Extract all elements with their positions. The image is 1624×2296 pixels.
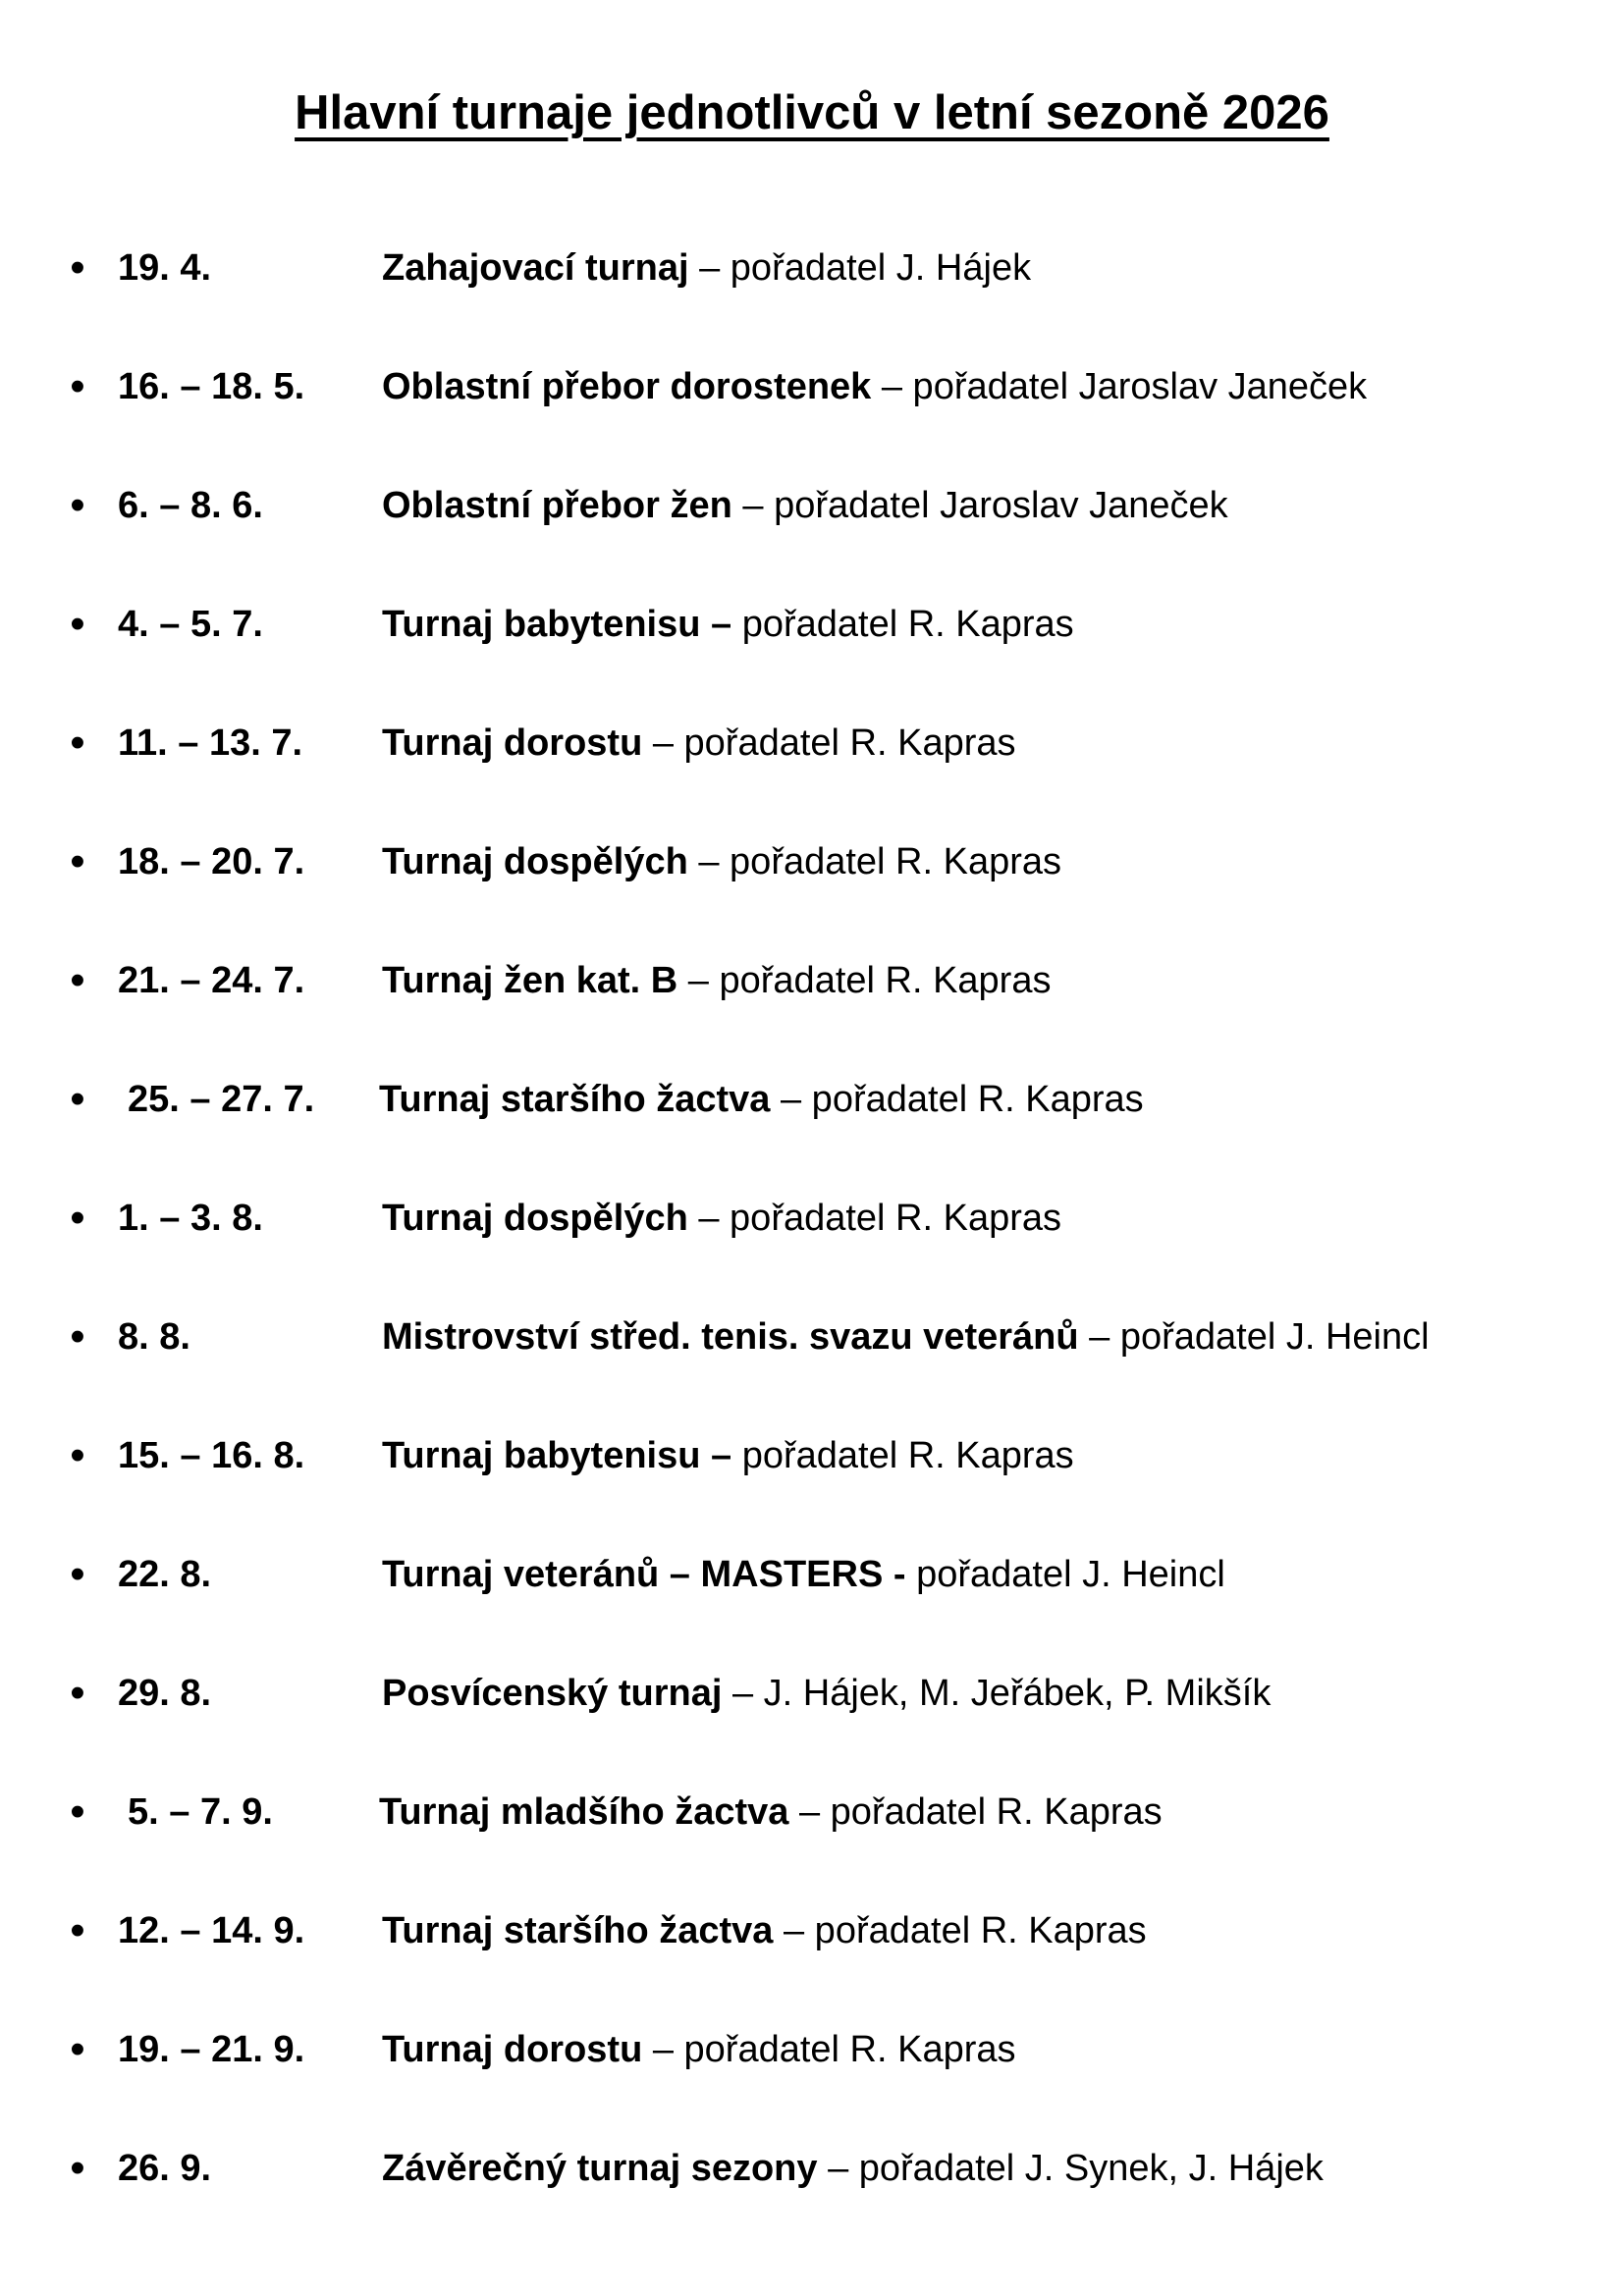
list-item — [0, 1189, 1624, 1248]
list-item — [0, 476, 1624, 535]
event-organizer: – J. Hájek, M. Jeřábek, P. Mikšík — [722, 1673, 1272, 1714]
event-organizer: – pořadatel R. Kapras — [773, 1910, 1147, 1951]
list-item — [0, 239, 1624, 297]
event-description — [382, 595, 1074, 654]
bullet-icon: • — [70, 1312, 85, 1361]
event-organizer: – pořadatel R. Kapras — [770, 1079, 1144, 1120]
event-title: Turnaj staršího žactva — [382, 1910, 774, 1951]
event-description — [382, 239, 1031, 297]
event-organizer: – pořadatel R. Kapras — [687, 841, 1062, 882]
event-date: 22. 8. — [118, 1554, 212, 1595]
event-date: 8. 8. — [118, 1316, 190, 1358]
event-description — [379, 1783, 1163, 1842]
bullet-icon: • — [70, 2144, 85, 2192]
event-description — [382, 1189, 1061, 1248]
bullet-icon: • — [70, 837, 85, 885]
event-description — [382, 1426, 1074, 1485]
event-title: Mistrovství střed. tenis. svazu veteránů — [382, 1316, 1079, 1358]
event-date: 26. 9. — [118, 2148, 212, 2189]
event-title: Turnaj veteránů – MASTERS - — [382, 1554, 906, 1595]
event-date: 4. – 5. 7. — [118, 604, 263, 645]
event-description — [382, 1545, 1225, 1604]
bullet-icon: • — [70, 481, 85, 529]
event-description — [382, 1901, 1147, 1960]
event-organizer: – pořadatel R. Kapras — [642, 722, 1016, 764]
list-item — [0, 2020, 1624, 2079]
event-description — [382, 1664, 1271, 1723]
event-title: Oblastní přebor žen — [382, 485, 732, 526]
bullet-icon: • — [70, 243, 85, 292]
event-date: 29. 8. — [118, 1673, 212, 1714]
list-item — [0, 832, 1624, 891]
event-title: Turnaj dospělých — [382, 1198, 688, 1239]
bullet-icon: • — [70, 1194, 85, 1242]
list-item — [0, 595, 1624, 654]
event-description — [382, 1308, 1430, 1366]
list-item — [0, 1783, 1624, 1842]
event-title: Oblastní přebor dorostenek — [382, 366, 872, 407]
event-date: 11. – 13. 7. — [118, 722, 303, 764]
bullet-icon: • — [70, 1669, 85, 1717]
event-title: Posvícenský turnaj — [382, 1673, 723, 1714]
event-organizer: pořadatel R. Kapras — [731, 1435, 1074, 1476]
list-item — [0, 1901, 1624, 1960]
event-date: 25. – 27. 7. — [128, 1079, 315, 1120]
event-date: 15. – 16. 8. — [118, 1435, 305, 1476]
event-title: Turnaj staršího žactva — [379, 1079, 771, 1120]
event-description — [382, 357, 1367, 416]
event-organizer: pořadatel R. Kapras — [731, 604, 1074, 645]
list-item — [0, 1664, 1624, 1723]
event-organizer: – pořadatel J. Heincl — [1078, 1316, 1430, 1358]
event-title: Závěrečný turnaj sezony — [382, 2148, 818, 2189]
event-date: 12. – 14. 9. — [118, 1910, 305, 1951]
event-title: Turnaj dorostu — [382, 2029, 643, 2070]
event-date: 19. – 21. 9. — [118, 2029, 305, 2070]
event-organizer: – pořadatel R. Kapras — [788, 1791, 1163, 1833]
list-item — [0, 2139, 1624, 2198]
event-organizer: – pořadatel J. Hájek — [688, 247, 1032, 289]
event-date: 18. – 20. 7. — [118, 841, 305, 882]
event-title: Turnaj žen kat. B — [382, 960, 678, 1001]
bullet-icon: • — [70, 1550, 85, 1598]
event-description — [382, 832, 1061, 891]
bullet-icon: • — [70, 600, 85, 648]
bullet-icon: • — [70, 1075, 85, 1123]
bullet-icon: • — [70, 956, 85, 1004]
event-description — [379, 1070, 1144, 1129]
event-description — [382, 2020, 1016, 2079]
event-date: 1. – 3. 8. — [118, 1198, 263, 1239]
bullet-icon: • — [70, 1431, 85, 1479]
bullet-icon: • — [70, 719, 85, 767]
list-item — [0, 1308, 1624, 1366]
event-title: Turnaj babytenisu – — [382, 1435, 732, 1476]
event-organizer: pořadatel J. Heincl — [905, 1554, 1225, 1595]
event-date: 5. – 7. 9. — [128, 1791, 273, 1833]
bullet-icon: • — [70, 1906, 85, 1954]
event-organizer: – pořadatel J. Synek, J. Hájek — [817, 2148, 1324, 2189]
event-date: 19. 4. — [118, 247, 212, 289]
bullet-icon: • — [70, 2025, 85, 2073]
event-date: 16. – 18. 5. — [118, 366, 305, 407]
event-date: 6. – 8. 6. — [118, 485, 263, 526]
event-title: Turnaj mladšího žactva — [379, 1791, 789, 1833]
event-organizer: – pořadatel Jaroslav Janeček — [871, 366, 1368, 407]
event-title: Turnaj dorostu — [382, 722, 643, 764]
event-title: Zahajovací turnaj — [382, 247, 689, 289]
list-item — [0, 1545, 1624, 1604]
event-title: Turnaj dospělých — [382, 841, 688, 882]
event-organizer: – pořadatel R. Kapras — [677, 960, 1052, 1001]
page-title: Hlavní turnaje jednotlivců v letní sezoně 2026 — [295, 86, 1329, 139]
event-title: Turnaj babytenisu – — [382, 604, 732, 645]
list-item — [0, 1070, 1624, 1129]
event-date: 21. – 24. 7. — [118, 960, 305, 1001]
list-item — [0, 357, 1624, 416]
list-item — [0, 1426, 1624, 1485]
event-description — [382, 476, 1228, 535]
bullet-icon: • — [70, 362, 85, 410]
list-item — [0, 714, 1624, 773]
event-organizer: – pořadatel R. Kapras — [687, 1198, 1062, 1239]
event-organizer: – pořadatel R. Kapras — [642, 2029, 1016, 2070]
event-description — [382, 951, 1051, 1010]
event-description — [382, 2139, 1324, 2198]
bullet-icon: • — [70, 1788, 85, 1836]
event-description — [382, 714, 1016, 773]
event-organizer: – pořadatel Jaroslav Janeček — [731, 485, 1228, 526]
list-item — [0, 951, 1624, 1010]
